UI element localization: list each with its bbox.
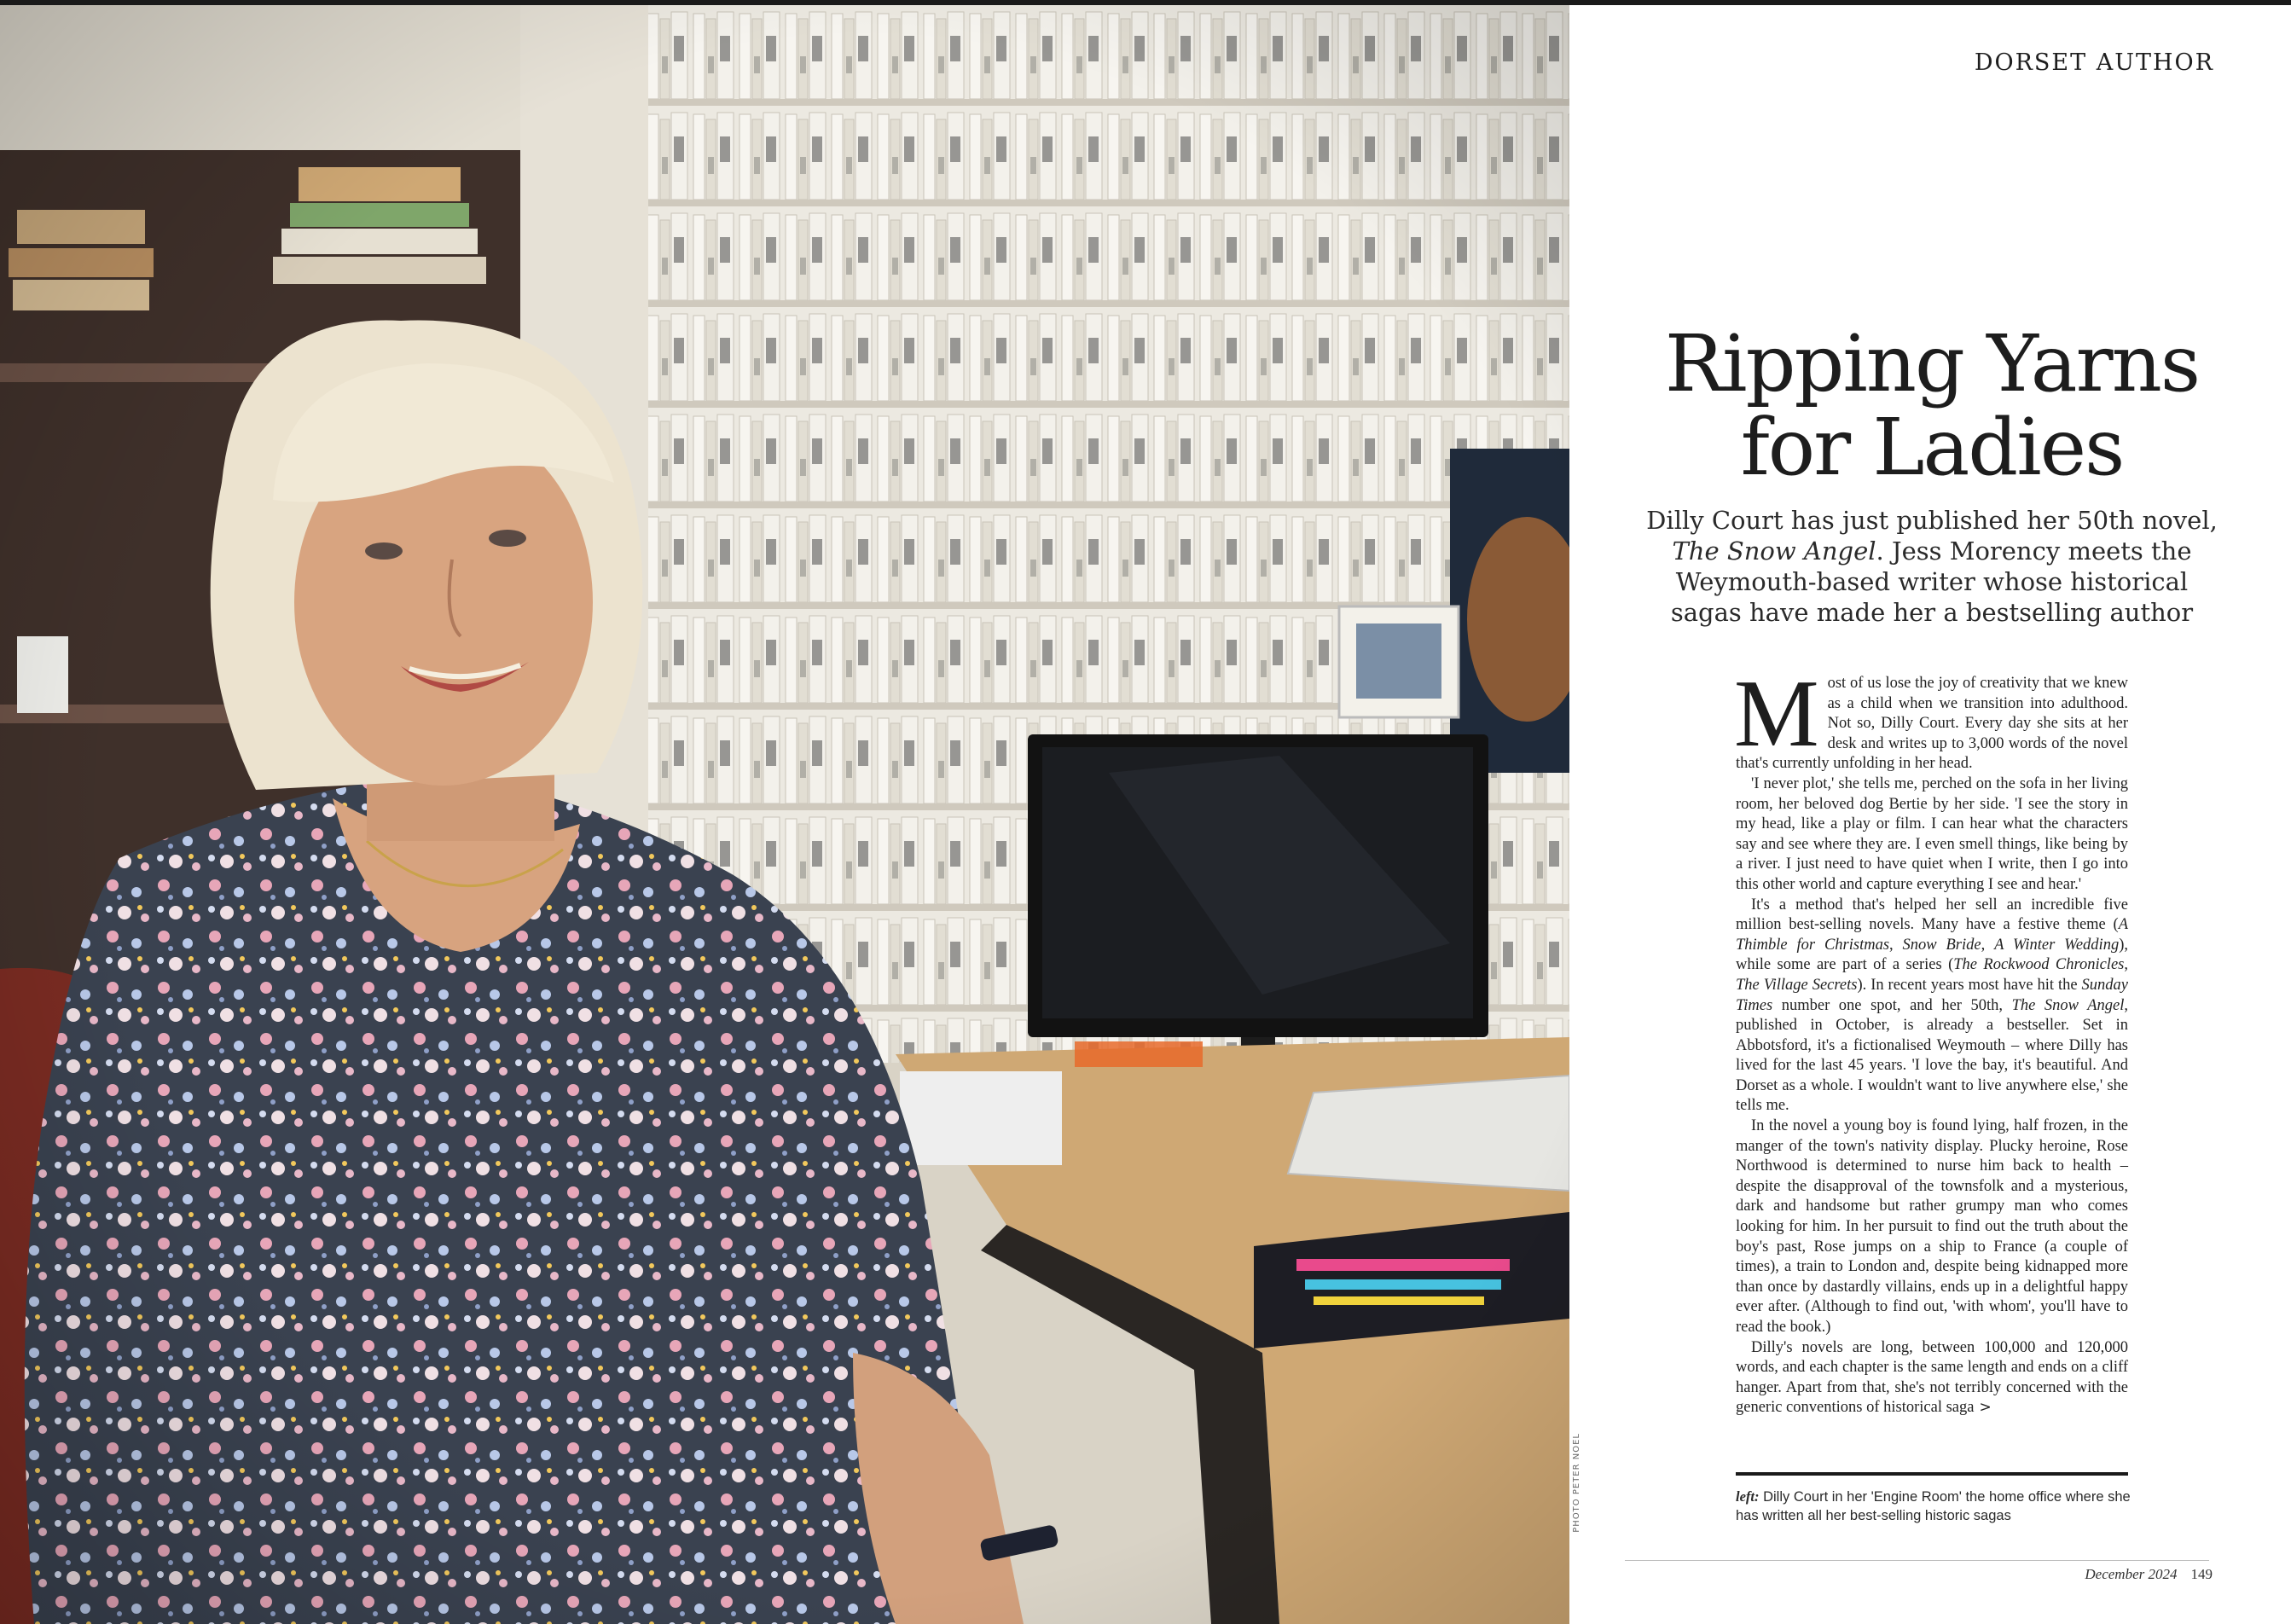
issue-date: December 2024 (2085, 1566, 2178, 1582)
newspaper-title: Sunday Times (1736, 976, 2128, 1014)
paragraph-5: Dilly's novels are long, between 100,000 and 120,000 words, and each chapter is the same length and ends on a cliff hanger. Apart from that, she's not terribly concerned with the generic conventions of historical saga > (1736, 1338, 2128, 1417)
book-title: A Winter Wedding (1994, 936, 2120, 954)
drop-cap: M (1734, 661, 1819, 767)
author-photo (0, 5, 1569, 1624)
standfirst-text-2: . Jess Morency meets the Weymouth-based writer whose historical sagas have made her a bestselling author (1670, 536, 2194, 627)
book-title: A Thimble for Christmas (1736, 916, 2128, 954)
standfirst-text-1: Dilly Court has just published her 50th novel, (1646, 506, 2218, 535)
standfirst (1646, 505, 2218, 628)
page-footer (2085, 1566, 2213, 1583)
paragraph-4: In the novel a young boy is found lying, half frozen, in the manger of the town's nativity display. Plucky heroine, Rose Northwood is determined to nurse him back to health – despite the disapproval of the townsfolk and a mysterious, dark and handsome but rather grumpy man who comes looking for him. In her pursuit to find out the truth about the boy's past, Rose jumps on a ship to France (a couple of times), a train to London and, despite being kidnapped more than once by dastardly villains, ends up in a delightful happy ever after. (Although to find out, 'with whom', you'll have to read the book.) (1736, 1117, 2128, 1336)
footer-rule (1625, 1560, 2209, 1561)
caption-lead: left: (1736, 1488, 1760, 1505)
page-number: 149 (2190, 1566, 2213, 1582)
standfirst-book-title: The Snow Angel (1672, 536, 1876, 566)
continue-arrow-icon[interactable]: > (1979, 1399, 1992, 1417)
book-title: The Snow Angel (2011, 996, 2125, 1014)
photo-credit: PHOTO PETER NOEL (1572, 1433, 1581, 1533)
series-title: The Village Secrets (1736, 976, 1858, 994)
headline: Ripping Yarns for Ladies (1664, 318, 2200, 493)
caption-text: Dilly Court in her 'Engine Room' the home office where she has written all her best-selling historic sagas (1736, 1489, 2131, 1523)
paragraph-2: 'I never plot,' she tells me, perched on the sofa in her living room, her beloved dog Bertie by her side. 'I see the story in my head, like a play or film. I can hear what the characters say and see where they are. I even smell things, like being by a river. I just need to have quiet when I write, then I go into this other world and capture everything I see and hear.' (1736, 774, 2128, 893)
photo-caption (1736, 1488, 2137, 1525)
paragraph-1: Most of us lose the joy of creativity that we knew as a child when we transition into adulthood. Not so, Dilly Court. Every day she sits at her desk and writes up to 3,000 words of the novel that's currently unfolding in her head. (1734, 661, 2128, 773)
article-body (1734, 661, 2128, 1418)
paragraph-3: It's a method that's helped her sell an incredible five million best-selling novels. Many have a festive theme (A Thimble for Christmas, Snow Bride, A Winter Wedding), while some are part of a series (The Rockwood Chronicles, The Village Secrets). In recent years most have hit the Sunday Times number one spot, and her 50th, The Snow Angel, published in October, is already a bestseller. Set in Abbotsford, it's a fictionalised Weymouth – where Dilly has lived for the last 45 years. 'I love the bay, it's beautiful. And Dorset as a whole. I wouldn't want to live anywhere else,' she tells me. (1736, 896, 2128, 1115)
section-kicker: DORSET AUTHOR (1974, 49, 2214, 76)
book-title: Snow Bride (1902, 936, 1981, 954)
series-title: The Rockwood Chronicles (1953, 956, 2125, 974)
caption-rule (1736, 1472, 2128, 1476)
